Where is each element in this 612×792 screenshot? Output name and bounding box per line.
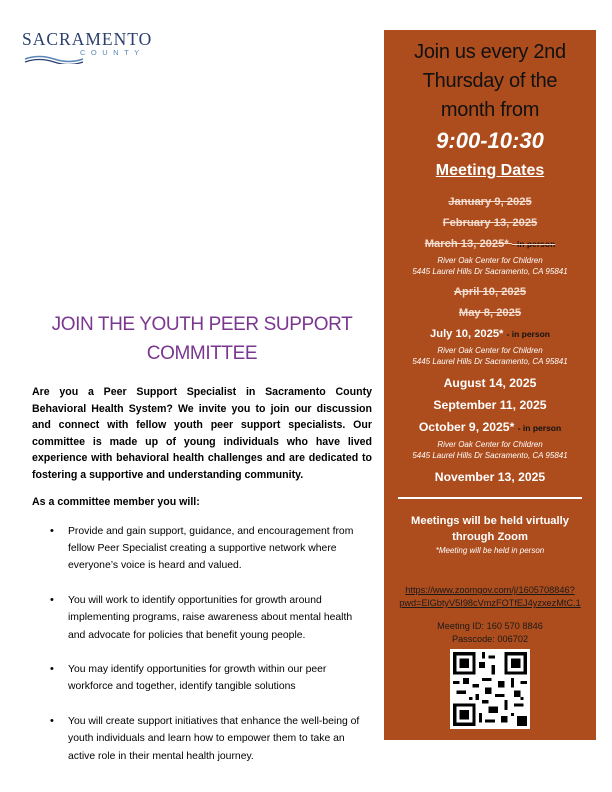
meeting-time: 9:00-10:30 — [436, 128, 544, 153]
date-past: February 13, 2025 — [442, 217, 538, 229]
date-upcoming: September 11, 2025 — [433, 398, 547, 412]
date-in-person: July 10, 2025* - in person — [430, 328, 550, 340]
meeting-credentials — [384, 620, 596, 646]
date-upcoming: November 13, 2025 — [434, 470, 546, 484]
bullet-icon: • — [50, 663, 54, 675]
list-item: • You may identify opportunities for growth within our peer workforce and together, identify tangible solutions — [50, 663, 327, 693]
date-past: April 10, 2025 — [453, 286, 527, 298]
location: River Oak Center for Children 5445 Laurel Hills Dr Sacramento, CA 95841 — [412, 256, 568, 276]
passcode: Passcode: 006702 — [451, 634, 529, 644]
list-item: • Provide and gain support, guidance, and encouragement from fellow Peer Specialist creating a supportive network where everyone’s voice is heard and valued. — [50, 524, 354, 572]
location: River Oak Center for Children 5445 Laurel Hills Dr Sacramento, CA 95841 — [412, 346, 568, 366]
divider — [398, 497, 582, 499]
bullet-icon: • — [50, 714, 54, 727]
intro-paragraph: Are you a Peer Support Specialist in Sacramento County Behavioral Health System? We invite you to join our discussion and connect with fellow youth peer support specialists. Our committee is made up of young individuals who have lived experience with behavioral health challenges and are dedicated to fostering a supportive and understanding community. — [32, 386, 372, 481]
date-in-person: October 9, 2025* - in person — [418, 420, 562, 434]
meeting-dates-title: Meeting Dates — [435, 162, 545, 179]
bullet-icon: • — [50, 593, 54, 606]
date-upcoming: August 14, 2025 — [443, 376, 537, 390]
left-column — [32, 310, 372, 782]
meeting-info-panel — [384, 30, 596, 740]
meeting-id: Meeting ID: 160 570 8846 — [437, 621, 543, 631]
bullet-list — [32, 523, 372, 765]
date-past: May 8, 2025 — [458, 307, 522, 319]
logo-swoosh-icon — [24, 54, 84, 64]
in-person-tag: - in person — [517, 423, 562, 433]
date-in-person-past: March 13, 2025* - in person — [424, 238, 556, 250]
logo-name: SACRAMENTO — [22, 29, 153, 49]
list-item: • You will work to identify opportunities for growth around implementing programs, raise awareness about mental health and advocate for policies that benefit young people. — [50, 593, 353, 641]
qr-code-icon[interactable] — [450, 649, 530, 729]
zoom-link[interactable]: https://www.zoomgov.com/j/1605708846? pwd=ElGbtyV5I98cVmzFOTfEJ4yzxezMtC.1 — [399, 585, 581, 608]
sacramento-county-logo — [22, 30, 172, 72]
in-person-tag: - in person — [506, 329, 550, 339]
date-past: January 9, 2025 — [448, 196, 532, 208]
in-person-note: *Meeting will be held in person — [435, 546, 545, 555]
in-person-tag: - in person — [511, 239, 556, 249]
bullet-icon: • — [50, 524, 54, 537]
virtual-notice: Meetings will be held virtually through Zoom — [411, 515, 569, 543]
location: River Oak Center for Children 5445 Laurel Hills Dr Sacramento, CA 95841 — [412, 440, 568, 460]
title-line-1: JOIN THE YOUTH PEER SUPPORT — [51, 314, 353, 335]
title-line-2: COMMITTEE — [146, 343, 258, 364]
logo-sub: COUNTY — [80, 48, 145, 57]
meeting-dates-list — [384, 192, 596, 488]
join-heading: Join us every 2nd Thursday of the month from — [414, 41, 566, 121]
page-title — [32, 310, 372, 368]
list-item: • You will create support initiatives that enhance the well-being of youth individuals and learn how to empower them to take an active role in their mental health journey. — [50, 714, 360, 762]
member-heading: As a committee member you will: — [32, 495, 200, 508]
